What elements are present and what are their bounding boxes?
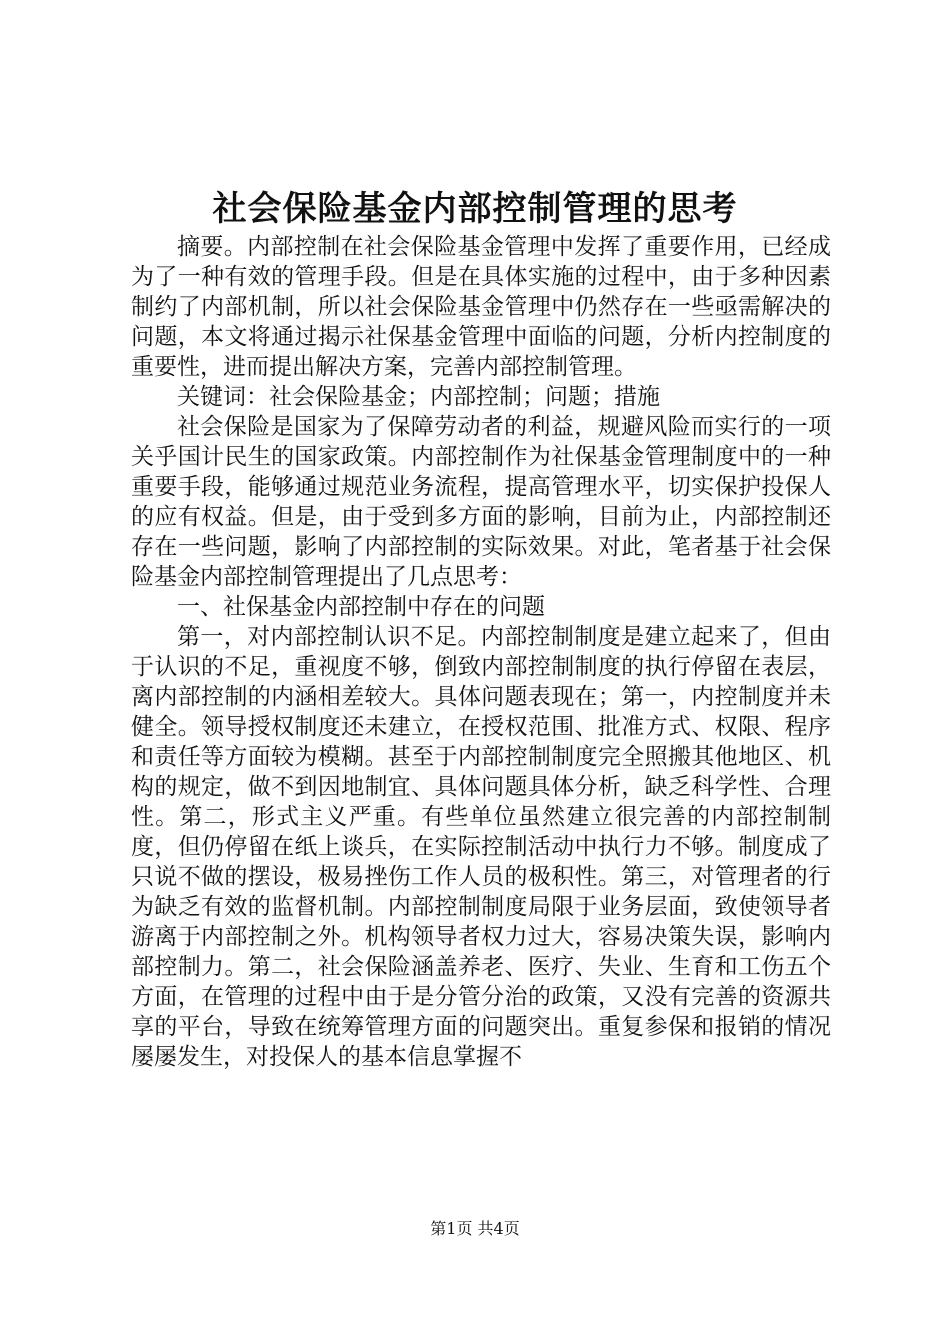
section-heading: 一、社保基金内部控制中存在的问题 <box>177 594 545 620</box>
page-number: 第1页 共4页 <box>430 1219 520 1238</box>
document-body <box>131 232 831 1072</box>
intro-paragraph: 社会保险是国家为了保障劳动者的利益，规避风险而实行的一项关乎国计民生的国家政策。内部控制作为社保基金管理制度中的一种重要手段，能够通过规范业务流程，提高管理水平，切实保护投保人的应有权益。但是，由于受到多方面的影响，目前为止，内部控制还存在一些问题，影响了内部控制的实际效果。对此，笔者基于社会保险基金内部控制管理提出了几点思考： <box>131 414 831 590</box>
abstract-paragraph: 摘要。内部控制在社会保险基金管理中发挥了重要作用，已经成为了一种有效的管理手段。但是在具体实施的过程中，由于多种因素制约了内部机制，所以社会保险基金管理中仍然存在一些亟需解决的问题，本文将通过揭示社保基金管理中面临的问题，分析内控制度的重要性，进而提出解决方案，完善内部控制管理。 <box>131 234 831 380</box>
document-title: 社会保险基金内部控制管理的思考 <box>212 189 738 229</box>
body-paragraph: 第一，对内部控制认识不足。内部控制制度是建立起来了，但由于认识的不足，重视度不够，倒致内部控制制度的执行停留在表层，离内部控制的内涵相差较大。具体问题表现在；第一，内控制度并未健全。领导授权制度还未建立，在授权范围、批准方式、权限、程序和责任等方面较为模糊。甚至于内部控制制度完全照搬其他地区、机构的规定，做不到因地制宜、具体问题具体分析，缺乏科学性、合理性。第二，形式主义严重。有些单位虽然建立很完善的内部控制制度，但仍停留在纸上谈兵，在实际控制活动中执行力不够。制度成了只说不做的摆设，极易挫伤工作人员的极积性。第三，对管理者的行为缺乏有效的监督机制。内部控制制度局限于业务层面，致使领导者游离于内部控制之外。机构领导者权力过大，容易决策失误，影响内部控制力。第二，社会保险涵盖养老、医疗、失业、生育和工伤五个方面，在管理的过程中由于是分管分治的政策，又没有完善的资源共享的平台，导致在统筹管理方面的问题突出。重复参保和报销的情况屡屡发生，对投保人的基本信息掌握不 <box>131 624 831 1070</box>
keywords-paragraph: 关键词：社会保险基金；内部控制；问题；措施 <box>177 384 660 410</box>
